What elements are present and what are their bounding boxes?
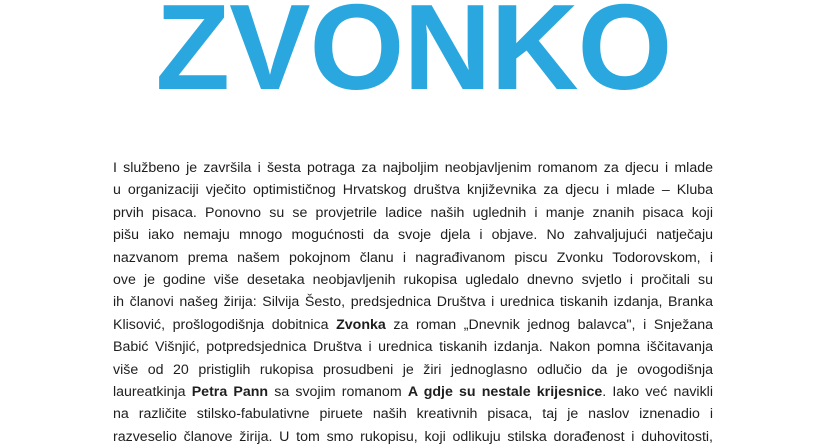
text-run: više od 20 pristiglih rukopisa prosudbeni je žiri jednoglasno odlučio da je ovogodišnja — [113, 361, 713, 378]
text-run: prvih pisaca. Ponovno su se provjetrile ladice naših uglednih i manje znanih pisaca koji — [113, 204, 713, 221]
text-run: na različite stilsko-fabulativne piruete naših kreativnih pisaca, taj je naslov iznenadio i — [113, 406, 713, 423]
text-run: Klisović, prošlogodišnja dobitnica — [113, 316, 337, 333]
text-run: Babić Višnjić, potpredsjednica Društva i urednica tiskanih izdanja. Nakon pomna iščitavanja — [113, 339, 713, 356]
bold-text: A gdje su nestale krijesnice — [407, 384, 603, 401]
text-run: sa svojim romanom — [268, 384, 408, 401]
text-run: ih članovi našeg žirija: Silvija Šesto, predsjednica Društva i urednica tiskanih izdanja, Branka — [113, 294, 713, 311]
article-line — [113, 157, 713, 179]
article-line — [113, 381, 713, 403]
article-line — [113, 359, 713, 381]
page-title: ZVONKO — [155, 0, 672, 115]
article-line — [113, 336, 713, 358]
article-line — [113, 247, 713, 269]
text-run: razveselio članove žirija. U tom smo rukopisu, koji odlikuju stilska dorađenost i duhovitosti, — [113, 428, 713, 445]
bold-text: Petra Pann — [191, 384, 269, 401]
text-run: nazvanom prema našem pokojnom članu i nagrađivanom piscu Zvonku Todorovskom, i — [113, 249, 713, 266]
bold-text: Zvonka — [336, 316, 386, 333]
article-line — [113, 426, 713, 448]
text-run: u organizaciji vječito optimističnog Hrvatskog društva književnika za djecu i mlade – Kluba — [113, 182, 713, 199]
text-run: ove je godine više desetaka neobjavljenih rukopisa ugledalo dnevno svjetlo i pročitali su — [113, 272, 713, 289]
text-run: I službeno je završila i šesta potraga za najboljim neobjavljenim romanom za djecu i mlade — [113, 160, 713, 176]
article-line — [113, 224, 713, 246]
text-run: pišu iako nemaju mnogo mogućnosti da svoje djela i objave. No zahvaljujući natječaju — [113, 227, 713, 244]
article-line — [113, 291, 713, 313]
article-line — [113, 202, 713, 224]
text-run: laureatkinja — [113, 384, 192, 401]
article-line — [113, 269, 713, 291]
text-run: za roman „Dnevnik jednog balavca", i Snježana — [385, 316, 713, 333]
article-line — [113, 314, 713, 336]
text-run: . Iako već navikli — [602, 384, 713, 401]
article-body — [113, 157, 713, 448]
article-line — [113, 179, 713, 201]
